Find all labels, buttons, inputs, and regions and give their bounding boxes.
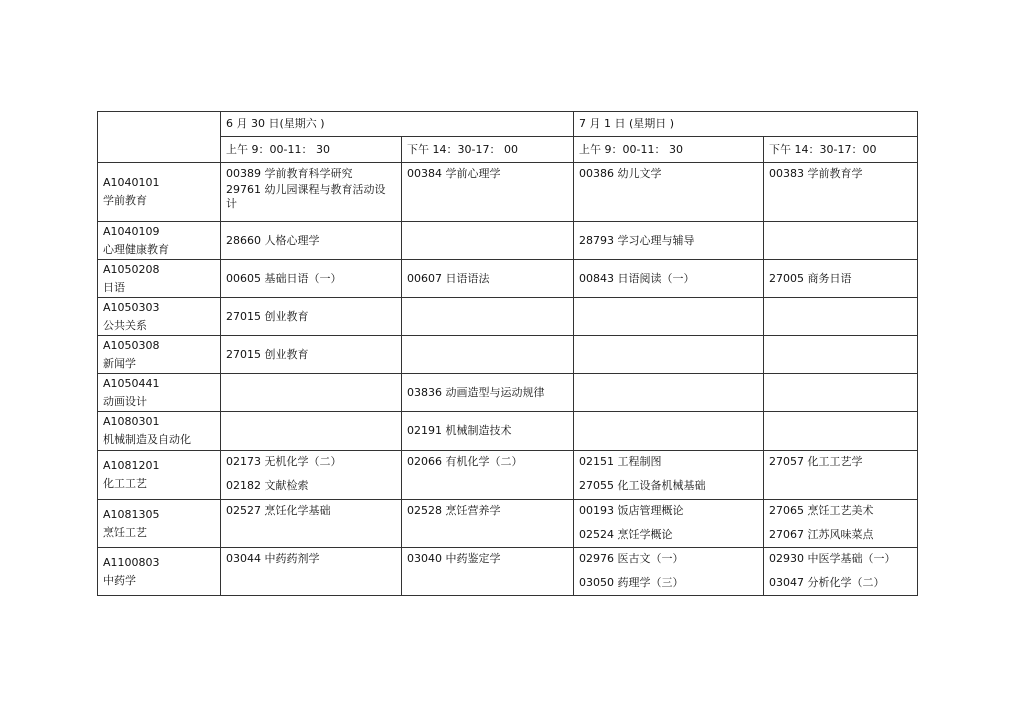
program-cell xyxy=(98,374,221,412)
exam-slot-cell xyxy=(402,500,574,548)
exam-slot-cell xyxy=(764,451,918,500)
program-row xyxy=(98,451,918,500)
exam-course: 02930 中医学基础（一） xyxy=(769,552,896,565)
program-cell xyxy=(98,451,221,500)
program-name: 心理健康教育 xyxy=(103,242,169,256)
exam-slot-cell xyxy=(221,412,402,451)
program-code: A1081305 xyxy=(103,507,160,521)
exam-slot-cell xyxy=(574,163,764,222)
exam-slot-cell xyxy=(574,412,764,451)
exam-slot-cell xyxy=(574,336,764,374)
exam-slot-cell xyxy=(764,548,918,596)
program-name: 化工工艺 xyxy=(103,477,147,490)
exam-course: 02191 机械制造技术 xyxy=(407,424,512,437)
exam-slot-cell xyxy=(402,451,574,500)
exam-course: 27065 烹饪工艺美术 xyxy=(769,504,874,517)
exam-slot-cell xyxy=(574,500,764,548)
exam-course: 27055 化工设备机械基础 xyxy=(579,479,706,492)
program-name: 动画设计 xyxy=(103,394,147,408)
exam-slot-cell xyxy=(574,260,764,298)
program-code: A1080301 xyxy=(103,415,160,428)
exam-course: 27005 商务日语 xyxy=(769,271,852,285)
exam-slot-cell xyxy=(402,298,574,336)
exam-course: 03836 动画造型与运动规律 xyxy=(407,385,545,399)
time-header-row xyxy=(98,137,918,163)
exam-slot-cell xyxy=(402,222,574,260)
exam-course: 00386 幼儿文学 xyxy=(579,167,662,180)
program-name: 烹饪工艺 xyxy=(103,525,147,539)
exam-slot-cell xyxy=(574,222,764,260)
program-cell xyxy=(98,222,221,260)
program-cell xyxy=(98,412,221,451)
date-day2: 7 月 1 日 (星期日 ) xyxy=(574,112,918,137)
exam-course: 29761 幼儿园课程与教育活动设计 xyxy=(226,183,386,210)
program-row xyxy=(98,336,918,374)
exam-course: 02066 有机化学（二） xyxy=(407,455,523,468)
time-slot-4: 下午 14：30-17：00 xyxy=(764,137,918,163)
exam-course: 02173 无机化学（二） xyxy=(226,455,342,468)
exam-slot-cell xyxy=(574,451,764,500)
exam-slot-cell xyxy=(221,336,402,374)
exam-course: 00193 饭店管理概论 xyxy=(579,504,684,517)
program-code: A1050308 xyxy=(103,338,160,352)
program-cell xyxy=(98,548,221,596)
program-cell xyxy=(98,500,221,548)
exam-slot-cell xyxy=(764,163,918,222)
exam-slot-cell xyxy=(764,336,918,374)
exam-slot-cell xyxy=(764,500,918,548)
program-row xyxy=(98,412,918,451)
exam-course: 02976 医古文（一） xyxy=(579,552,684,565)
program-cell xyxy=(98,298,221,336)
exam-slot-cell xyxy=(402,336,574,374)
exam-course: 27057 化工工艺学 xyxy=(769,455,863,468)
corner-cell xyxy=(98,112,221,163)
program-name: 新闻学 xyxy=(103,356,136,370)
exam-course: 02524 烹饪学概论 xyxy=(579,528,673,541)
exam-course: 03040 中药鉴定学 xyxy=(407,552,501,565)
exam-slot-cell xyxy=(402,260,574,298)
exam-slot-cell xyxy=(764,260,918,298)
exam-course: 00605 基础日语（一） xyxy=(226,271,342,285)
program-row xyxy=(98,222,918,260)
program-code: A1100803 xyxy=(103,555,160,569)
program-cell xyxy=(98,260,221,298)
exam-course: 27015 创业教育 xyxy=(226,309,309,323)
program-row xyxy=(98,298,918,336)
time-slot-2: 下午 14：30-17： 00 xyxy=(402,137,574,163)
program-row xyxy=(98,260,918,298)
exam-course: 27015 创业教育 xyxy=(226,347,309,361)
exam-slot-cell xyxy=(221,163,402,222)
exam-slot-cell xyxy=(221,500,402,548)
program-code: A1081201 xyxy=(103,459,160,472)
program-code: A1040101 xyxy=(103,176,160,189)
exam-slot-cell xyxy=(574,374,764,412)
exam-slot-cell xyxy=(764,298,918,336)
program-row xyxy=(98,500,918,548)
program-name: 学前教育 xyxy=(103,194,147,207)
program-name: 日语 xyxy=(103,280,125,294)
exam-slot-cell xyxy=(402,548,574,596)
exam-slot-cell xyxy=(221,451,402,500)
exam-course: 27067 江苏风味菜点 xyxy=(769,528,874,541)
exam-schedule-table xyxy=(97,111,918,596)
exam-slot-cell xyxy=(402,412,574,451)
program-row xyxy=(98,548,918,596)
date-header-row xyxy=(98,112,918,137)
program-cell xyxy=(98,163,221,222)
time-slot-3: 上午 9：00-11： 30 xyxy=(574,137,764,163)
exam-course: 02527 烹饪化学基础 xyxy=(226,504,331,517)
exam-slot-cell xyxy=(221,298,402,336)
program-code: A1040109 xyxy=(103,224,160,238)
exam-course: 03047 分析化学（二） xyxy=(769,576,885,589)
exam-course: 28660 人格心理学 xyxy=(226,233,320,247)
exam-course: 02528 烹饪营养学 xyxy=(407,504,501,517)
exam-slot-cell xyxy=(574,298,764,336)
exam-slot-cell xyxy=(221,374,402,412)
exam-slot-cell xyxy=(764,412,918,451)
date-day1: 6 月 30 日(星期六 ) xyxy=(221,112,574,137)
exam-course: 00843 日语阅读（一） xyxy=(579,271,695,285)
program-row xyxy=(98,163,918,222)
program-code: A1050208 xyxy=(103,262,160,276)
exam-course: 28793 学习心理与辅导 xyxy=(579,233,695,247)
program-cell xyxy=(98,336,221,374)
program-name: 中药学 xyxy=(103,573,136,587)
exam-course: 03044 中药药剂学 xyxy=(226,552,320,565)
exam-course: 00607 日语语法 xyxy=(407,271,490,285)
program-code: A1050303 xyxy=(103,300,160,314)
exam-slot-cell xyxy=(764,222,918,260)
exam-slot-cell xyxy=(402,163,574,222)
exam-course: 03050 药理学（三） xyxy=(579,576,684,589)
exam-slot-cell xyxy=(221,222,402,260)
exam-slot-cell xyxy=(221,548,402,596)
exam-course: 00384 学前心理学 xyxy=(407,167,501,180)
program-name: 机械制造及自动化 xyxy=(103,433,191,446)
time-slot-1: 上午 9：00-11： 30 xyxy=(221,137,402,163)
exam-slot-cell xyxy=(221,260,402,298)
exam-slot-cell xyxy=(574,548,764,596)
exam-course: 02151 工程制图 xyxy=(579,455,662,468)
exam-course: 00389 学前教育科学研究 xyxy=(226,167,353,180)
exam-slot-cell xyxy=(764,374,918,412)
program-code: A1050441 xyxy=(103,376,160,390)
program-name: 公共关系 xyxy=(103,318,147,332)
exam-course: 02182 文献检索 xyxy=(226,479,309,492)
program-row xyxy=(98,374,918,412)
exam-slot-cell xyxy=(402,374,574,412)
exam-course: 00383 学前教育学 xyxy=(769,167,863,180)
